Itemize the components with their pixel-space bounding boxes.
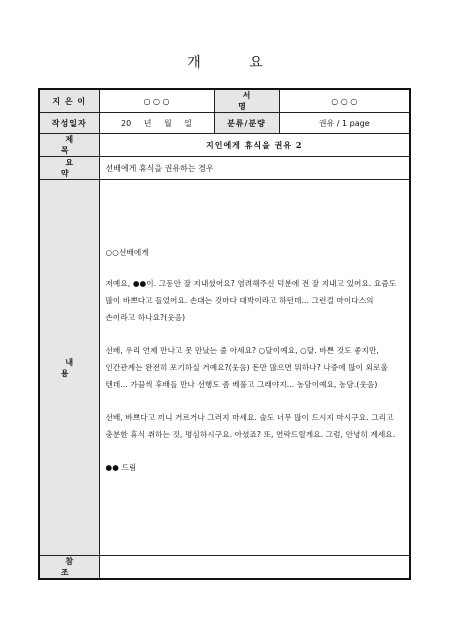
date-row: [39, 113, 410, 134]
content-signoff: ●● 드림: [105, 462, 137, 472]
summary-row: [39, 157, 410, 180]
content-paragraph-3: 선배, 바쁘다고 끼니 거르거나 그러지 마세요. 술도 너무 많이 드시지 마시구요. 그리고 충분한 휴식 취하는 것, 명심하시구요. 아셨죠? 또, 연락드릴게요. 그럼, 안녕히 계세요.: [105, 412, 396, 439]
signature-value: ○ ○ ○: [279, 89, 410, 113]
overview-form-table: [38, 88, 411, 580]
summary-value: 선배에게 휴식을 권유하는 경우: [99, 157, 410, 180]
author-row: [39, 89, 410, 113]
content-body: [99, 180, 410, 556]
date-label: 작성일자: [39, 113, 99, 134]
reference-row: [39, 556, 410, 580]
content-paragraph-2: 선배, 우리 언제 만나고 못 만났는 줄 아세요? ○달이예요, ○달. 바쁜 것도 좋지만, 인간관계는 완전히 포기하실 거예요?(웃음) 돈만 많으면 뭐하나? 나중에 많이 외로울 텐데... 가끔씩 후배들 만나 선행도 좀 베풀고 그래야지... 농담이예요, 농담.(웃음): [105, 345, 388, 389]
content-greeting: ○○선배에게: [105, 247, 149, 257]
summary-label: 요 약: [39, 157, 99, 180]
reference-label: 참 조: [39, 556, 99, 580]
content-label: 내 용: [39, 180, 99, 556]
signature-label: 서 명: [214, 89, 279, 113]
subject-row: [39, 134, 410, 157]
category-value: 권유 / 1 page: [279, 113, 410, 134]
date-value: 20 년 월 일: [99, 113, 214, 134]
reference-value: [99, 556, 410, 580]
category-label: 분류/분량: [214, 113, 279, 134]
author-label: 지 은 이: [39, 89, 99, 113]
document-title: 개 요: [187, 55, 285, 71]
subject-value: 지인에게 휴식을 권유 2: [99, 134, 410, 157]
author-value: ○ ○ ○: [99, 89, 214, 113]
content-paragraph-1: 저예요, ●●이. 그동안 잘 지내셨어요? 염려해주신 덕분에 전 잘 지내고 있어요. 요즘도 많이 바쁘다고 들었어요. 손대는 것마다 대박이라고 하던데... 그런걸 마이다스의 손이라고 하나요?(웃음): [105, 278, 397, 322]
subject-label: 제 목: [39, 134, 99, 157]
content-row: [39, 180, 410, 556]
